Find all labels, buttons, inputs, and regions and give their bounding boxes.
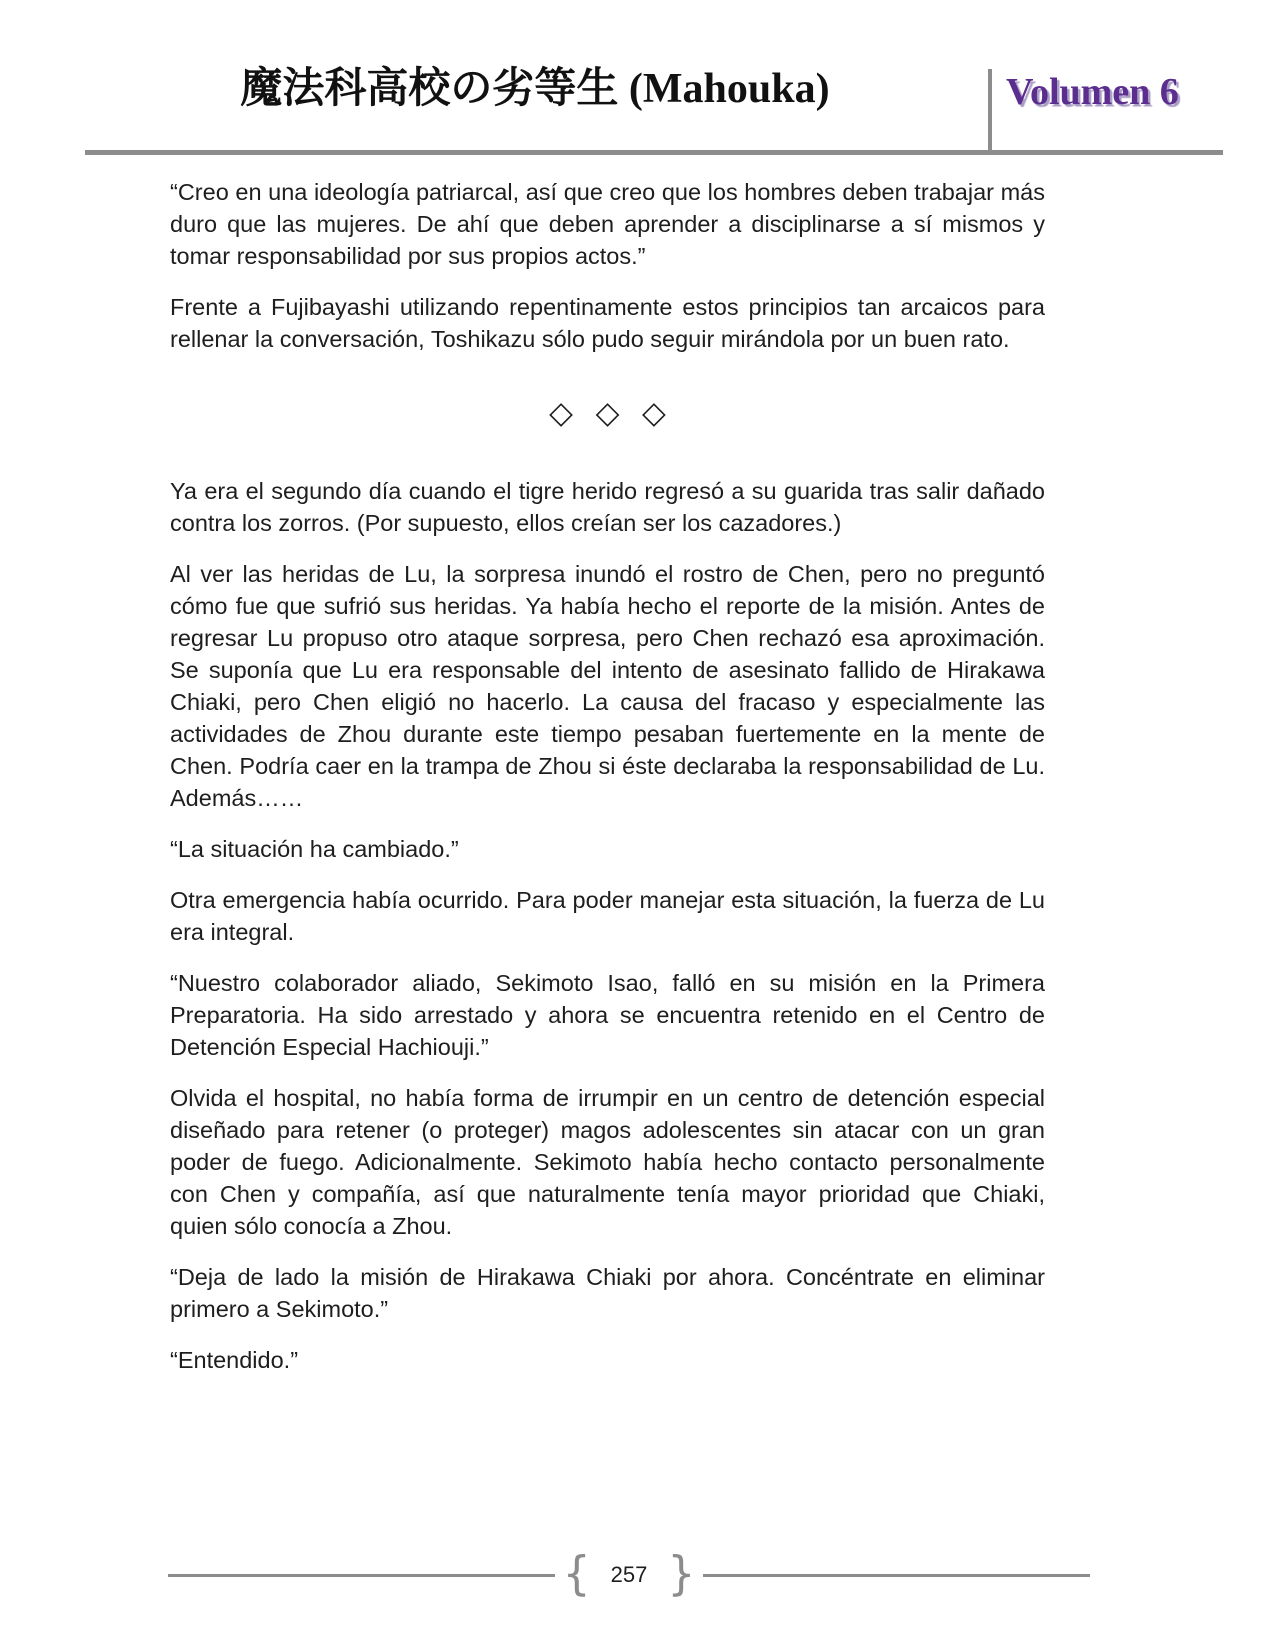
header-divider-vertical: [988, 69, 992, 155]
page-footer: [168, 1549, 1090, 1601]
book-title: 魔法科高校の劣等生 (Mahouka): [240, 66, 830, 112]
page-body: [170, 176, 1045, 1395]
page-number: 257: [610, 1562, 648, 1587]
footer-rule-right: [703, 1574, 1090, 1577]
paragraph-dialogue: “Deja de lado la misión de Hirakawa Chiaki por ahora. Concéntrate en eliminar primero a Sekimoto.”: [170, 1264, 1045, 1322]
header-divider-horizontal: [85, 150, 1223, 155]
footer-rule-left: [168, 1574, 555, 1577]
paragraph-dialogue: “Entendido.”: [170, 1347, 299, 1373]
brace-right-icon: }: [667, 1547, 696, 1602]
brace-left-icon: {: [562, 1547, 591, 1602]
paragraph: Al ver las heridas de Lu, la sorpresa inundó el rostro de Chen, pero no preguntó cómo fue que sufrió sus heridas. Ya había hecho el reporte de la misión. Antes de regresar Lu propuso otro ataque sorpresa, pero Chen rechazó esa aproximación. Se suponía que Lu era responsable del intento de asesinato fallido de Hirakawa Chiaki, pero Chen eligió no hacerlo. La causa del fracaso y especialmente las actividades de Zhou durante este tiempo pesaban fuertemente en la mente de Chen. Podría caer en la trampa de Zhou si éste declaraba la responsabilidad de Lu. Además……: [170, 561, 1045, 811]
paragraph: Otra emergencia había ocurrido. Para poder manejar esta situación, la fuerza de Lu era integral.: [170, 887, 1045, 945]
paragraph: Olvida el hospital, no había forma de irrumpir en un centro de detención especial diseñado para retener (o proteger) magos adolescentes sin atacar con un gran poder de fuego. Adicionalmente. Sekimoto había hecho contacto personalmente con Chen y compañía, así que naturalmente tenía mayor prioridad que Chiaki, quien sólo conocía a Zhou.: [170, 1085, 1045, 1239]
paragraph-dialogue: “Nuestro colaborador aliado, Sekimoto Isao, falló en su misión en la Primera Preparatoria. Ha sido arrestado y ahora se encuentra retenido en el Centro de Detención Especial Hachiouji.”: [170, 970, 1045, 1060]
paragraph-dialogue: “La situación ha cambiado.”: [170, 836, 459, 862]
paragraph: Frente a Fujibayashi utilizando repentinamente estos principios tan arcaicos para rellenar la conversación, Toshikazu sólo pudo seguir mirándola por un buen rato.: [170, 294, 1045, 352]
scene-break-diamonds: ◇ ◇ ◇: [549, 395, 666, 430]
paragraph-dialogue: “Creo en una ideología patriarcal, así que creo que los hombres deben trabajar más duro que las mujeres. De ahí que deben aprender a disciplinarse a sí mismos y tomar responsabilidad por sus propios actos.”: [170, 179, 1045, 269]
paragraph: Ya era el segundo día cuando el tigre herido regresó a su guarida tras salir dañado contra los zorros. (Por supuesto, ellos creían ser los cazadores.): [170, 478, 1045, 536]
volume-label: Volumen 6: [1006, 71, 1179, 113]
